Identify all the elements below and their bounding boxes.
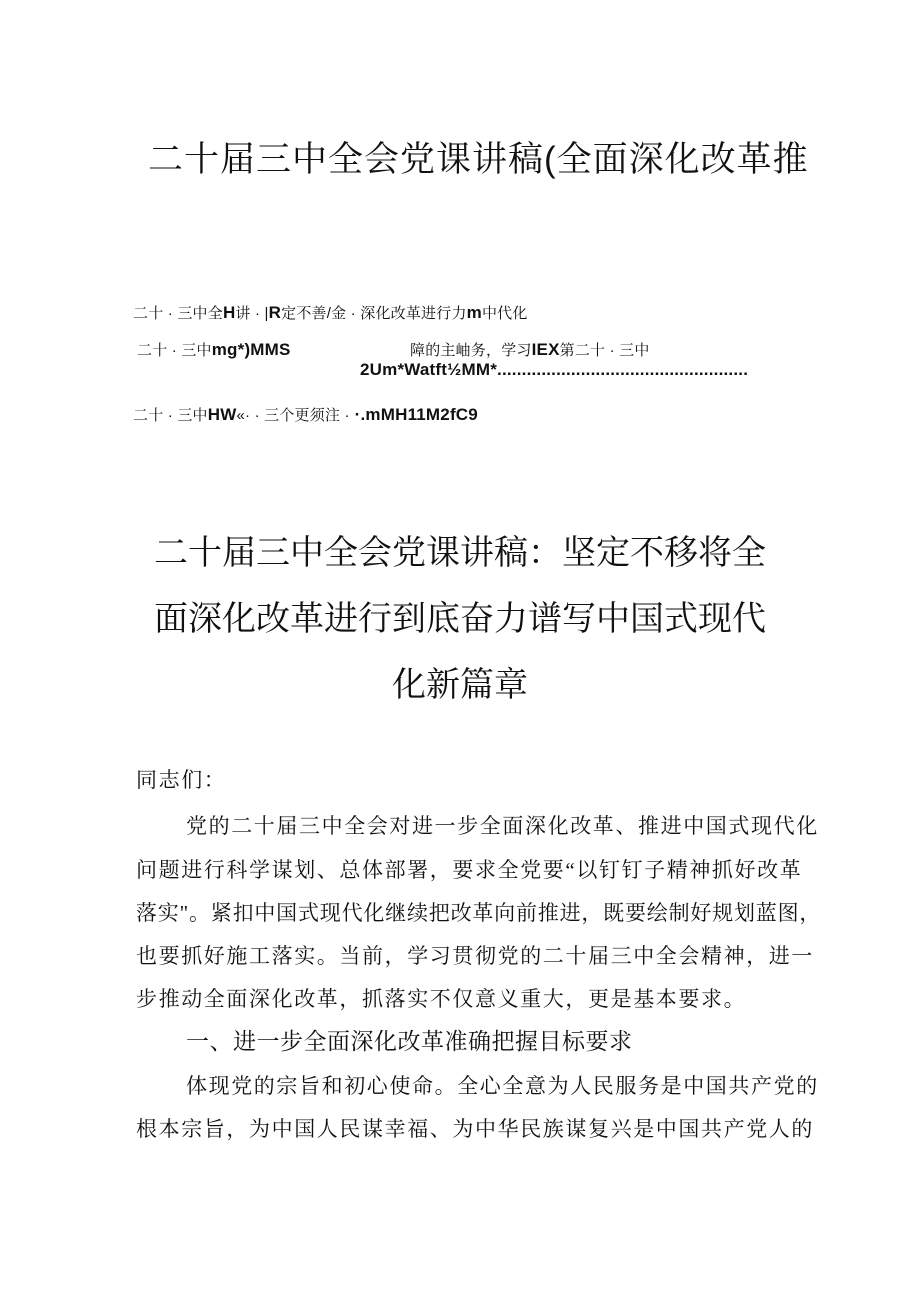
toc-entry-1: 二十 · 三中全H讲 · |R定不善/金 · 深化改革进行力m中代化 xyxy=(133,303,528,322)
section-heading-1: 一、进一步全面深化改革准确把握目标要求 xyxy=(186,1028,633,1054)
toc-entry-2-right: 障的主岫务，学习IEX第二十 · 三中 xyxy=(410,340,650,359)
toc-entry-4: 二十 · 三中HW«· · 三个更须注 · ·.mMH11M2fC9 xyxy=(133,405,478,424)
toc-leader-dots: ................................................... xyxy=(497,360,749,379)
document-title-line: 二十届三中全会党课讲稿：坚定不移将全 xyxy=(154,534,766,572)
document-title-line: 化新篇章 xyxy=(392,666,528,704)
paragraph-line: 问题进行科学谋划、总体部署，要求全党要“以钉钉子精神抓好改革 xyxy=(136,858,803,882)
paragraph-line: 也要抓好施工落实。当前，学习贯彻党的二十届三中全会精神，进一 xyxy=(136,944,814,968)
salutation: 同志们： xyxy=(136,768,227,792)
paragraph-line: 步推动全面深化改革，抓落实不仅意义重大，更是基本要求。 xyxy=(136,987,747,1011)
document-title xyxy=(0,520,920,718)
toc-entry-3: 2Um*Watft½MM*................................................... xyxy=(360,360,749,379)
toc-entry-2-left: 二十 · 三中mg*)MMS xyxy=(137,340,291,359)
paragraph-line: 落实"。紧扣中国式现代化继续把改革向前推进，既要绘制好规划蓝图， xyxy=(136,901,822,925)
page-header-title: 二十届三中全会党课讲稿(全面深化改革推 xyxy=(148,140,809,179)
document-title-line: 面深化改革进行到底奋力谱写中国式现代 xyxy=(154,600,766,638)
paragraph-line: 党的二十届三中全会对进一步全面深化改革、推进中国式现代化 xyxy=(186,814,819,838)
paragraph-line: 根本宗旨，为中国人民谋幸福、为中华民族谋复兴是中国共产党人的 xyxy=(136,1117,814,1141)
paragraph-line: 体现党的宗旨和初心使命。全心全意为人民服务是中国共产党的 xyxy=(186,1074,819,1098)
